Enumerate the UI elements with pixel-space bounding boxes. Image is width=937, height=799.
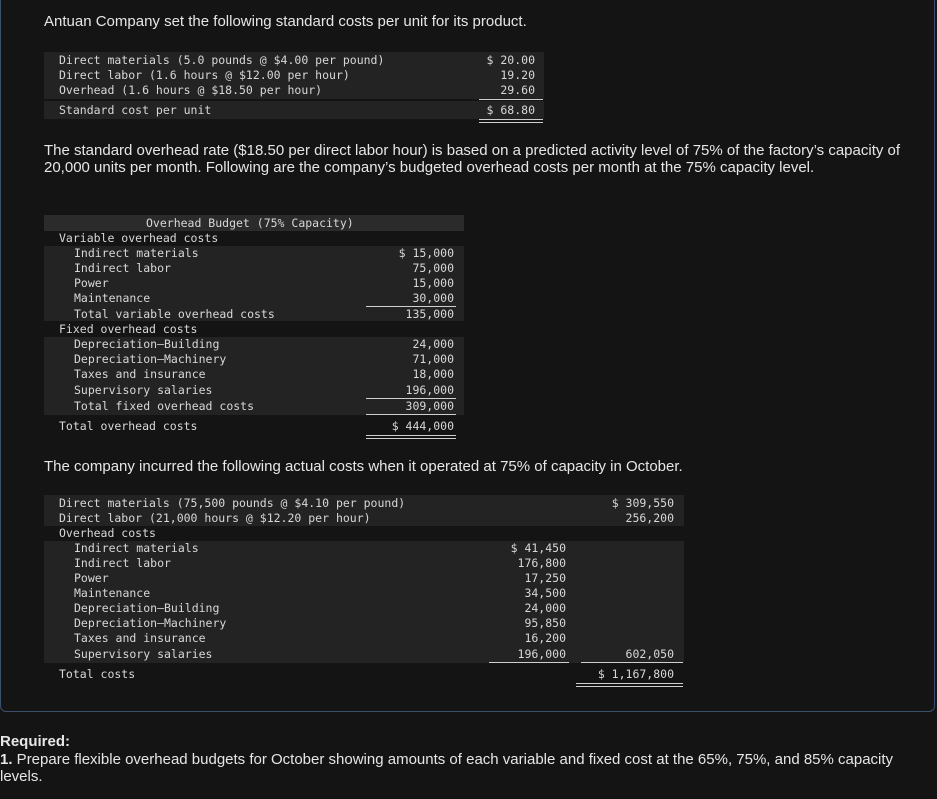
intro-text: Antuan Company set the following standard costs per unit for its product.	[44, 13, 527, 30]
fixed-header: Fixed overhead costs	[59, 322, 198, 336]
required-heading: Required:	[0, 733, 71, 750]
problem-panel: Antuan Company set the following standard costs per unit for its product. Direct materials (5.0 pounds @ $4.00 per pound) $ 20.00 Direct labor (1.6 hours @ $12.00 per hour) 19.20 Overhead (1.6 hours @ $18.50 per hour) 29.60 Standard cost per unit $ 68.80 The standard overhead rate ($18.50 per direct labor hour) is based on a predicted activity level of 75% of the factory’s capacity of 20,000 units per month. Following are the company’s budgeted overhead costs per month at the 75% capacity level. Overhead Budget (75% Capacity) Variable overhead costs Indirect materials $ 15,000 Indirect labor 75,000 Power 15,000 Maintenance 30,000 Total variable overhead costs 135,000 Fixed overhead costs Depreciation—Building 24,000 Depreciation—Machinery 71,000 Taxes and insurance 18,000 Supervisory salaries 196,000 Total fixed overhead costs 309,000 Total overhead costs $ 444,000 The company incurred the following actual costs when it operated at 75% of capacity in October. Direct materials (75,500 pounds @ $4.10 per pound) $ 309,550 Direct labor (21,000 hours @ $12.20 per hour) 256,200 Overhead costs Indirect materials $ 41,450 Indirect labor 176,800 Power 17,250 Maintenance 34,500 Depreciation—Building 24,000 Depreciation—Machinery 95,850 Taxes and insurance 16,200 Supervisory salaries 196,000 602,050 Total costs $ 1,167,800	[0, 0, 935, 712]
budget-title: Overhead Budget (75% Capacity)	[146, 216, 354, 230]
required-question	[0, 751, 935, 785]
question-text: Prepare flexible overhead budgets for October showing amounts of each variable and fixed cost at the 65%, 75%, and 85% capacity levels.	[0, 751, 894, 785]
actual-costs-text: The company incurred the following actual costs when it operated at 75% of capacity in October.	[44, 458, 683, 475]
variable-header: Variable overhead costs	[59, 231, 219, 245]
question-number: 1.	[0, 751, 13, 768]
overhead-header: Overhead costs	[59, 526, 156, 540]
overhead-rate-text: The standard overhead rate ($18.50 per direct labor hour) is based on a predicted activity level of 75% of the factory’s capacity of 20,000 units per month. Following are the company’s budgeted overhead costs per month at the 75% capacity level.	[44, 142, 901, 176]
